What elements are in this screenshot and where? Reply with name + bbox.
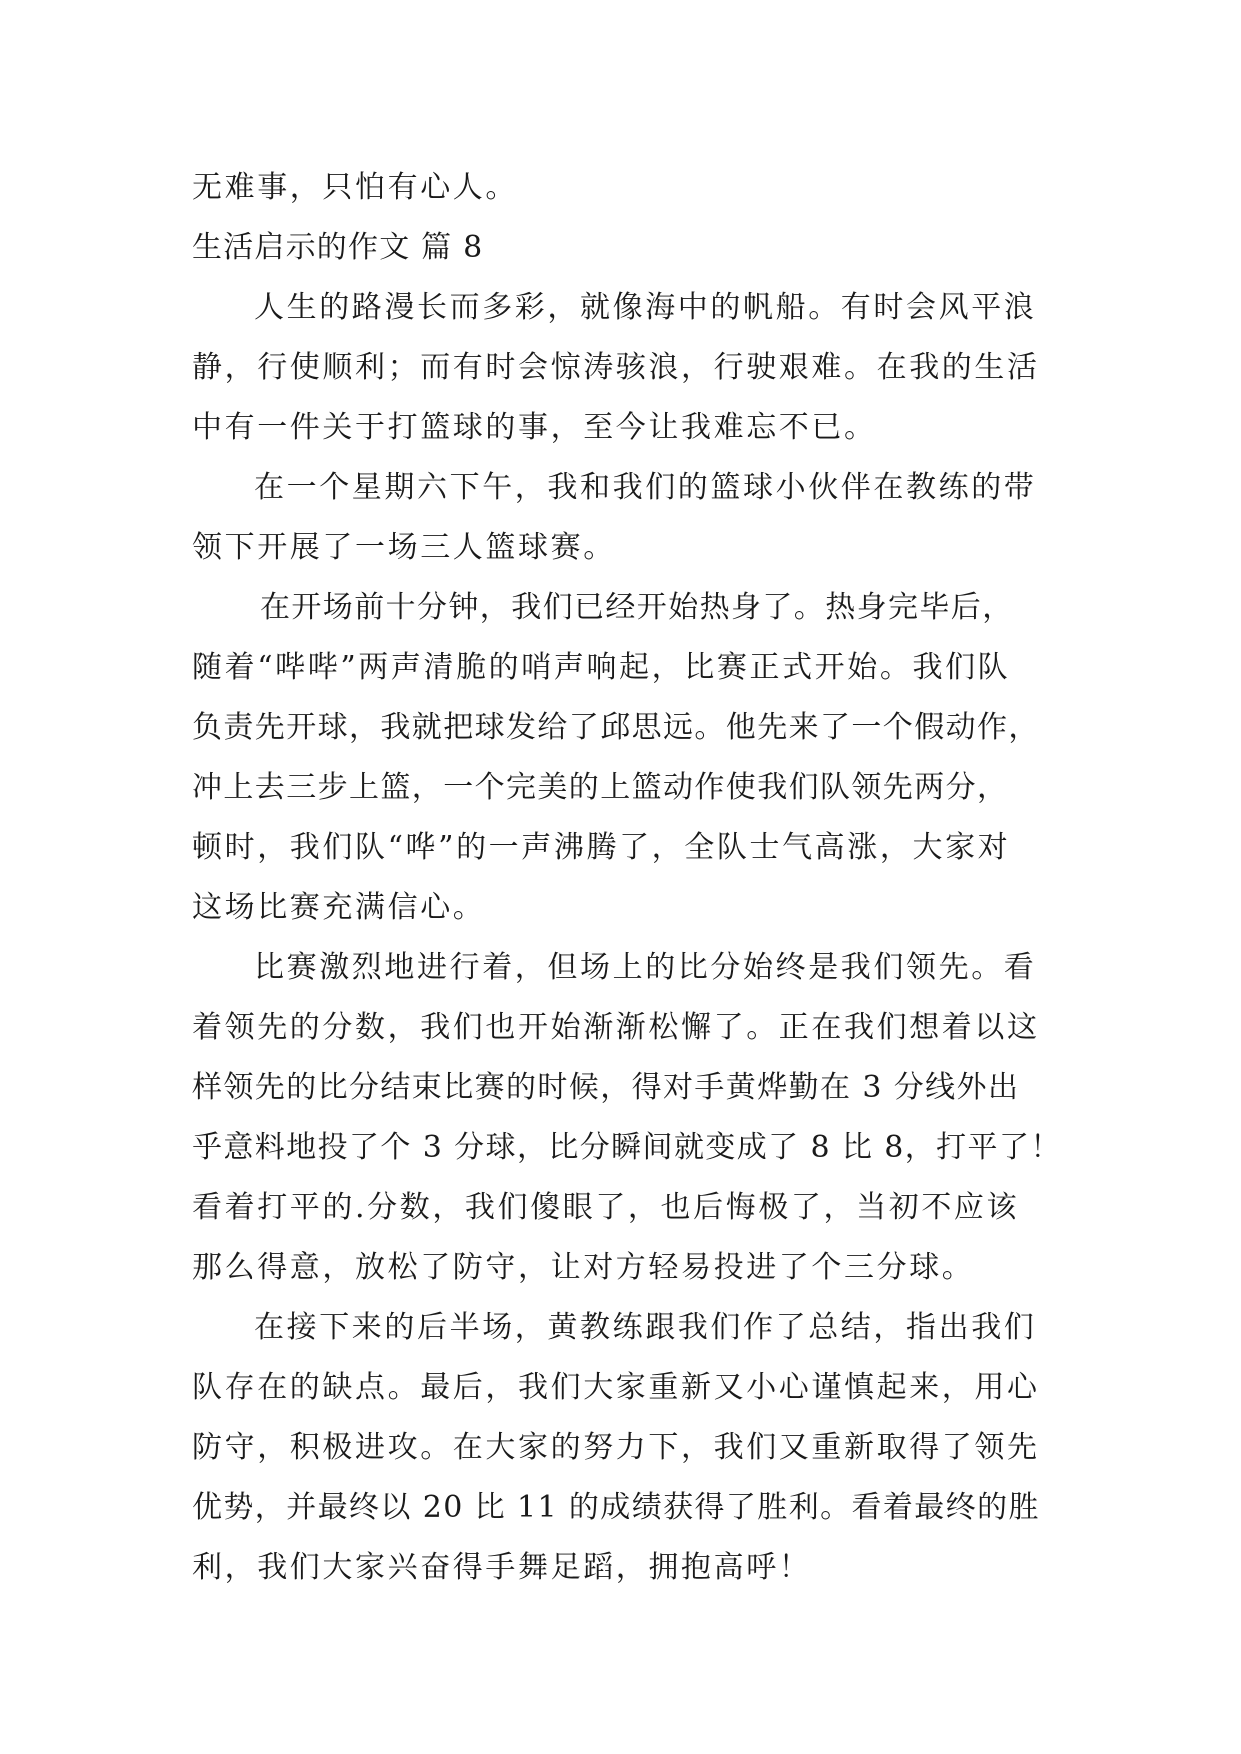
text-line: 随着“哔哔”两声清脆的哨声响起，比赛正式开始。我们队 bbox=[192, 650, 1011, 685]
text-line: 顿时，我们队“哗”的一声沸腾了，全队士气高涨，大家对 bbox=[192, 830, 1011, 865]
text-line: 利，我们大家兴奋得手舞足蹈，拥抱高呼！ bbox=[192, 1550, 812, 1585]
text-line: 优势，并最终以 20 比 11 的成绩获得了胜利。看着最终的胜 bbox=[192, 1490, 1040, 1525]
text-line: 着领先的分数，我们也开始渐渐松懈了。正在我们想着以这 bbox=[192, 1010, 1040, 1045]
text-line: 在开场前十分钟，我们已经开始热身了。热身完毕后， bbox=[260, 590, 1014, 625]
text-line: 人生的路漫长而多彩，就像海中的帆船。有时会风平浪 bbox=[254, 290, 1037, 325]
text-line: 那么得意，放松了防守，让对方轻易投进了个三分球。 bbox=[192, 1250, 975, 1285]
text-line: 防守，积极进攻。在大家的努力下，我们又重新取得了领先 bbox=[192, 1430, 1040, 1465]
text-line: 无难事，只怕有心人。 bbox=[192, 170, 518, 205]
text-line: 静，行使顺利；而有时会惊涛骇浪，行驶艰难。在我的生活 bbox=[192, 350, 1040, 385]
text-line: 在接下来的后半场，黄教练跟我们作了总结，指出我们 bbox=[254, 1310, 1037, 1345]
text-line: 乎意料地投了个 3 分球，比分瞬间就变成了 8 比 8，打平了！ bbox=[192, 1130, 1062, 1165]
text-line: 中有一件关于打篮球的事，至今让我难忘不已。 bbox=[192, 410, 877, 445]
text-line: 负责先开球，我就把球发给了邱思远。他先来了一个假动作， bbox=[192, 710, 1040, 745]
text-line: 领下开展了一场三人篮球赛。 bbox=[192, 530, 616, 565]
text-line: 队存在的缺点。最后，我们大家重新又小心谨慎起来，用心 bbox=[192, 1370, 1040, 1405]
text-line: 冲上去三步上篮，一个完美的上篮动作使我们队领先两分， bbox=[192, 770, 1009, 805]
text-line: 这场比赛充满信心。 bbox=[192, 890, 486, 925]
text-line: 比赛激烈地进行着，但场上的比分始终是我们领先。看 bbox=[254, 950, 1037, 985]
text-line: 在一个星期六下午，我和我们的篮球小伙伴在教练的带 bbox=[254, 470, 1037, 505]
essay-body bbox=[192, 158, 1072, 1598]
essay-title: 生活启示的作文 篇 8 bbox=[192, 230, 484, 265]
text-line: 看着打平的.分数，我们傻眼了，也后悔极了，当初不应该 bbox=[192, 1190, 1020, 1225]
text-line: 样领先的比分结束比赛的时候，得对手黄烨勤在 3 分线外出 bbox=[192, 1070, 1020, 1105]
